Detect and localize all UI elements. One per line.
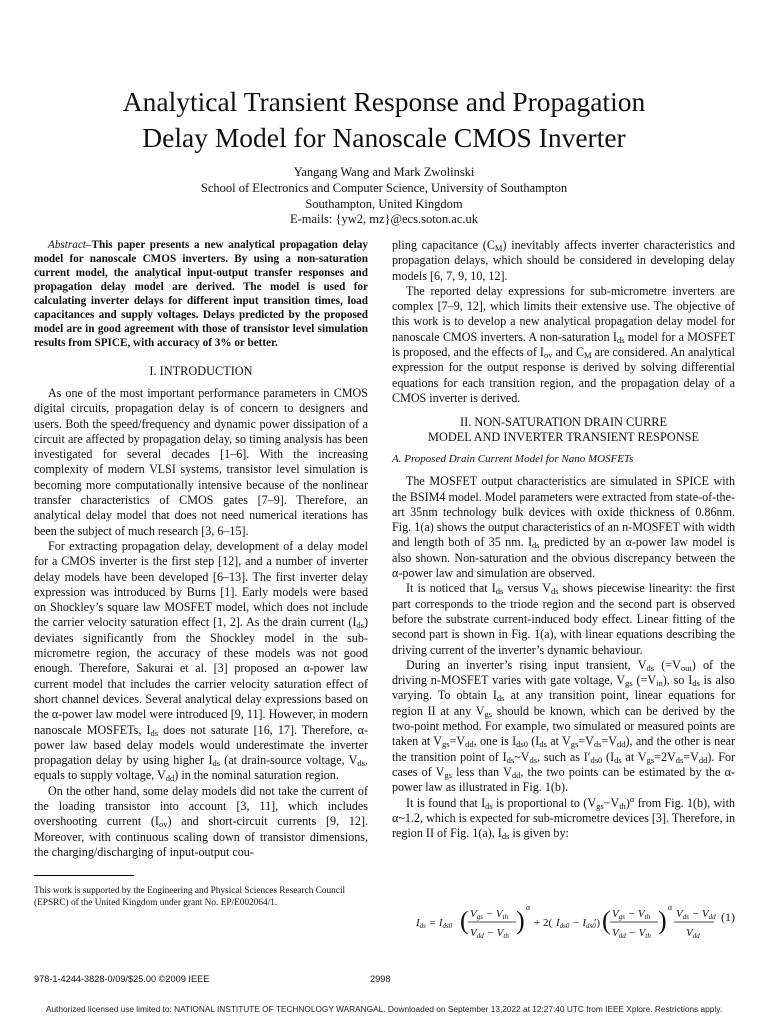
section-heading-2-line-1: II. NON-SATURATION DRAIN CURRE (460, 415, 667, 430)
right-column (392, 238, 735, 841)
svg-text:Ids = Ids0: Ids = Ids0 (416, 917, 453, 930)
license-notice: Authorized licensed use limited to: NATIONAL INSTITUTE OF TECHNOLOGY WARANGAL. Downloaded on September 13,2022 at 12:27:40 UTC from IEEE Xplore. Restrictions apply. (45, 1004, 723, 1014)
affiliation (0, 181, 768, 228)
isbn-copyright: 978-1-4244-3828-0/09/$25.00 ©2009 IEEE (34, 974, 210, 984)
right-paragraph-2: The reported delay expressions for sub-micrometre inverters are complex [7–9, 12], which limits their extensive use. The objective of this work is to develop a new analytical propagation delay model for nanoscale CMOS inverters. A non-saturation $I_{ds}$ model for a MOSFET is proposed, and the effects of $I_{ov}$ and $C_M$ are considered. An analytical expression for the output response is derived by solving differential equations for each transition region, and the propagation delay of a CMOS inverter is derived. (392, 283, 735, 405)
svg-text:Vdd − Vth: Vdd − Vth (470, 927, 509, 940)
equation-number: (1) (721, 910, 735, 924)
subsection-heading-a: A. Proposed Drain Current Model for Nano MOSFETs (392, 453, 634, 466)
affiliation-emails: E-mails: {yw2, mz}@ecs.soton.ac.uk (289, 212, 479, 226)
affiliation-line-1: School of Electronics and Computer Science, University of Southampton (200, 181, 568, 195)
paper-title (0, 84, 768, 156)
svg-text:α: α (668, 903, 673, 912)
svg-text:+ 2(: + 2( (534, 917, 553, 929)
svg-text:(: ( (602, 906, 611, 935)
svg-text:): ) (658, 906, 667, 935)
right-paragraph-3: The MOSFET output characteristics are simulated in SPICE with the BSIM4 model. Model parameters were extracted from state-of-the-art 35nm technology bulk devices with oxide thickness of 0.86nm. Fig. 1(a) shows the output characteristics of an n-MOSFET with width and length both of 35 nm. $I_{ds}$ predicted by an α-power law model is also shown. Non-saturation and the obvious discrepancy between the α-power law and simulation are observed. (392, 474, 735, 581)
intro-paragraph-3: On the other hand, some delay models did not take the current of the loading transistor into account [3, 11], which includes overshooting current $(I_{ov})$ and short-circuit currents [9, 12]. Moreover, with continuous scaling down of transistor dimensions, the charging/discharging of input-output cou- (34, 783, 368, 859)
page-number: 2998 (370, 974, 391, 984)
intro-paragraph-2: For extracting propagation delay, development of a delay model for a CMOS inverter is the first step [12], and a number of inverter delay models have been developed [6–13]. The first inverter delay expression was introduced by Burns [1]. Early models were based on Shockley’s square law MOSFET model, which does not include the carrier velocity saturation effect [1, 2]. As the drain current $(I_{ds})$ deviates significantly from the Shockley model in the sub-micrometre region, the accuracy of these models was not good enough. Therefore, Sakurai et al. [3] proposed an α-power law current model that includes the carrier velocity saturation effect of short channel devices. Several analytical delay expressions based on the α-power law model were introduced [9, 11]. However, in modern nanoscale MOSFETs, $I_{ds}$ does not saturate [16, 17]. Therefore, α-power law based delay models would underestimate the inverter propagation delay by using higher $I_{ds}$ (at drain-source voltage, $V_{ds}$, equals to supply voltage, $V_{dd}$) in the nominal saturation region. (34, 538, 368, 784)
svg-text:Vgs − Vth: Vgs − Vth (612, 908, 651, 921)
right-paragraph-1: pling capacitance $(C_M)$ inevitably affects inverter characteristics and propagation delays, which should be considered in developing delay models [6, 7, 9, 10, 12]. (392, 238, 735, 283)
abstract-text: This paper presents a new analytical propagation delay model for nanoscale CMOS inverters. By using a non-saturation current model, the analytical input-output transfer responses and propagation delay model are derived. The model is used for calculating inverter delays for different input transition times, load capacitances and supply voltages. Delays predicted by the proposed model are in good agreement with those of transistor level simulation results from SPICE, with accuracy of 3% or better. (34, 239, 368, 349)
section-heading-introduction: I. INTRODUCTION (149, 364, 253, 378)
title-line-2: Delay Model for Nanoscale CMOS Inverter (142, 122, 626, 153)
right-paragraph-4: It is noticed that $I_{ds}$ versus $V_{ds}$ shows piecewise linearity: the first part corresponds to the triode region and the second part is observed before the substrate current-induced body effect. Linear fitting of the second part is shown in Fig. 1(a), with linear equations describing the driving current of the inverter’s dynamic behaviour. (392, 581, 735, 657)
affiliation-line-2: Southampton, United Kingdom (305, 196, 463, 211)
title-line-1: Analytical Transient Response and Propagation (122, 86, 646, 117)
section-heading-2-line-2: MODEL AND INVERTER TRANSIENT RESPONSE (428, 430, 699, 445)
section-heading-2 (392, 415, 735, 445)
abstract: Abstract–This paper presents a new analytical propagation delay model for nanoscale CMOS inverters. By using a non-saturation current model, the analytical input-output transfer responses and propagation delay model are derived. The model is used for calculating inverter delays for different input transition times, load capacitances and supply voltages. Delays predicted by the proposed model are in good agreement with those of transistor level simulation results from SPICE, with accuracy of 3% or better. (34, 239, 368, 349)
authors: Yangang Wang and Mark Zwolinski (293, 165, 475, 179)
svg-text:): ) (516, 906, 525, 935)
svg-text:α: α (526, 903, 531, 912)
footnote: This work is supported by the Engineering and Physical Sciences Research Council (EPSRC) of the United Kingdom under grant No. EP/E002064/1. (34, 886, 346, 908)
left-column (34, 238, 368, 860)
footnote-rule (34, 875, 134, 876)
abstract-label: Abstract (48, 239, 86, 251)
svg-text:Vds − Vdd: Vds − Vdd (676, 908, 716, 921)
svg-text:(: ( (460, 906, 469, 935)
svg-text:Ids0 − Ids0: Ids0 − Ids0 (556, 917, 596, 930)
svg-text:Vgs − Vth: Vgs − Vth (470, 908, 509, 921)
svg-text:′): ′) (594, 917, 601, 929)
right-paragraph-6: It is found that $I_{ds}$ is proportional to $(V_{gs}-V_{th})^\alpha$ from Fig. 1(b), with α~1.2, which is expected for sub-micrometre devices [3]. Therefore, in region II of Fig. 1(a), $I_{ds}$ is given by: (392, 793, 735, 842)
equation-1 (392, 900, 735, 944)
intro-paragraph-1: As one of the most important performance parameters in CMOS digital circuits, propagation delay is of concern to designers and users. Both the speed/frequency and dynamic power dissipation of a circuit are affected by propagation delay, so timing analysis has been investigated for several decades [1–6]. With the increasing complexity of modern VLSI systems, transistor level simulation is becoming more computationally intensive because of the nonlinear transfer characteristics of CMOS gates [7–9]. Therefore, an analytical delay model that does not need numerical iterations has been the subject of much research [3, 6–15]. (34, 386, 368, 538)
svg-text:Vdd − Vth: Vdd − Vth (612, 927, 651, 940)
equation-1-formula (416, 900, 716, 944)
right-paragraph-5: During an inverter’s rising input transient, $V_{ds}$ $(=V_{out})$ of the driving n-MOSFET varies with gate voltage, $V_{gs}$ $(=V_{in})$, so $I_{ds}$ is also varying. To obtain $I_{ds}$ at any transition point, linear equations for region II at any $V_{gs}$ should be known, which can be derived by the two-point method. For example, two simulated or measured points are taken at $V_{gs}=V_{dd}$, one is $I_{ds0}$ ($I_{ds}$ at $V_{gs}=V_{ds}=V_{dd}$), and the other is near the transition point of $I_{ds}\sim V_{ds}$, such as $I'_{ds0}$ ($I_{ds}$ at $V_{gs}=2V_{ds}=V_{dd}$). For cases of $V_{gs}$ less than $V_{dd}$, the two points can be estimated by the α-power law as illustrated in Fig. 1(b). (392, 657, 736, 795)
svg-text:Vdd: Vdd (686, 927, 700, 940)
